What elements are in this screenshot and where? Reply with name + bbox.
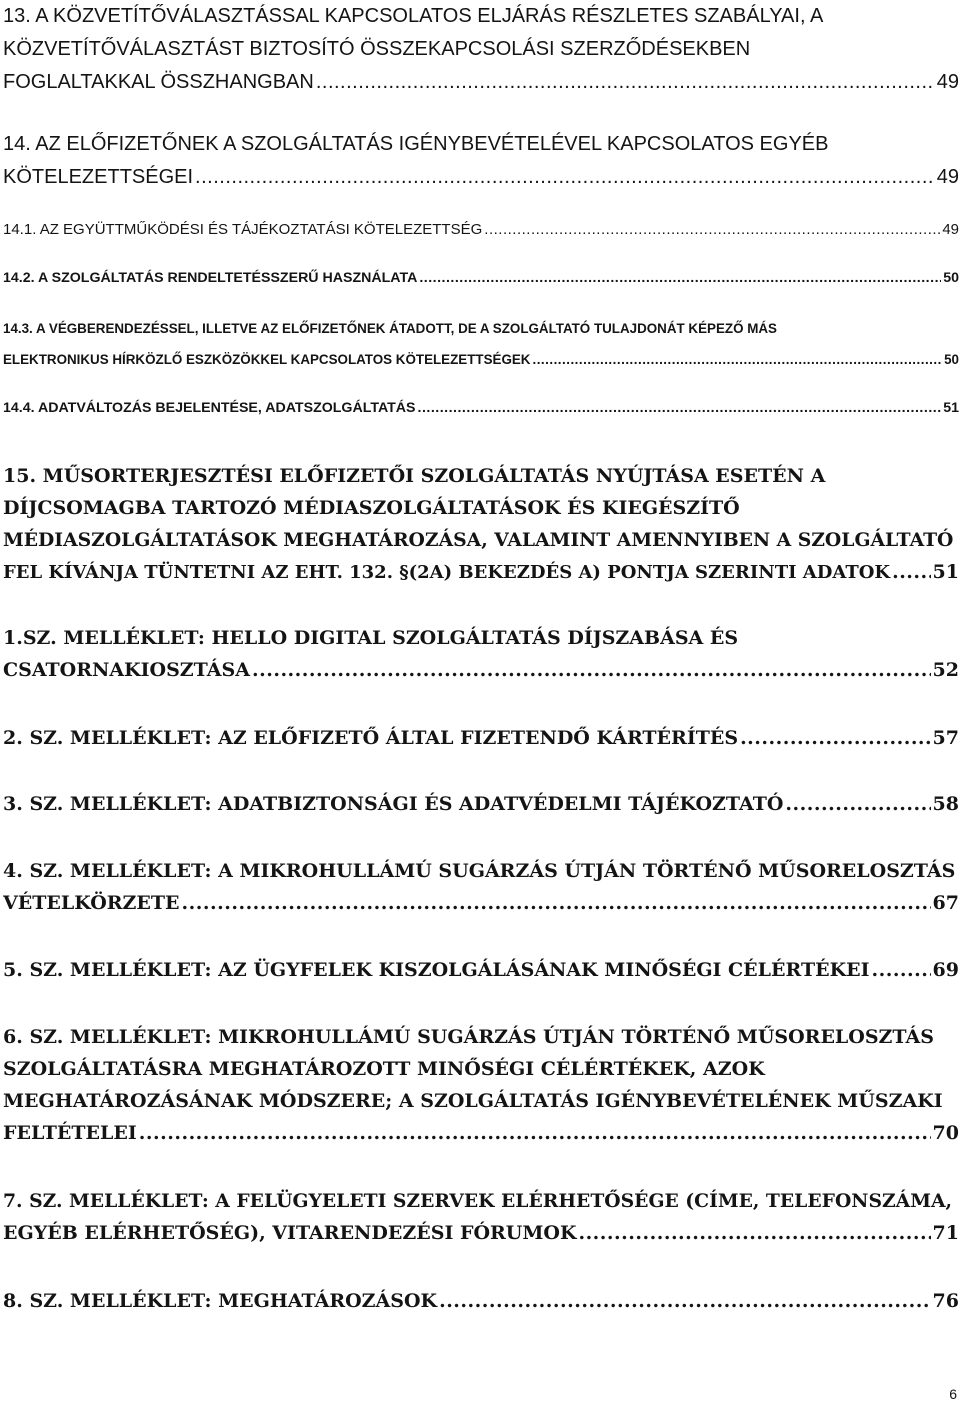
toc-entry-14[interactable] (3, 128, 959, 194)
toc-page-number: 49 (942, 221, 959, 238)
toc-leader-line (3, 788, 959, 820)
toc-page-number: 67 (932, 892, 959, 914)
dot-leader (871, 954, 930, 986)
dot-leader (182, 887, 931, 919)
toc-line: DÍJCSOMAGBA TARTOZÓ MÉDIASZOLGÁLTATÁSOK ÉS KIEGÉSZÍTŐ (3, 497, 740, 519)
toc-page-number: 70 (932, 1122, 959, 1144)
dot-leader (484, 214, 940, 246)
dot-leader (740, 722, 930, 754)
dot-leader (532, 344, 942, 375)
toc-leader-line (3, 556, 959, 589)
toc-entry-title: FEL KÍVÁNJA TÜNTETNI AZ EHT. 132. §(2A) BEKEZDÉS A) PONTJA SZERINTI ADATOK (3, 562, 891, 583)
dot-leader (195, 161, 935, 194)
toc-leader-line (3, 262, 959, 294)
toc-page-number: 51 (932, 561, 959, 583)
toc-entry-title: 5. SZ. MELLÉKLET: AZ ÜGYFELEK KISZOLGÁLÁSÁNAK MINŐSÉGI CÉLÉRTÉKEI (3, 959, 870, 981)
toc-entry-title: FOGLALTAKKAL ÖSSZHANGBAN (3, 71, 314, 93)
toc-page-number: 58 (932, 793, 959, 815)
dot-leader (892, 556, 930, 588)
toc-entry-annex-6[interactable] (3, 1021, 959, 1149)
page-number: 6 (949, 1386, 957, 1402)
toc-entry-title: CSATORNAKIOSZTÁSA (3, 659, 250, 681)
toc-leader-line (3, 161, 959, 194)
dot-leader (252, 654, 931, 686)
toc-entry-title: 3. SZ. MELLÉKLET: ADATBIZTONSÁGI ÉS ADATVÉDELMI TÁJÉKOZTATÓ (3, 793, 784, 815)
dot-leader (785, 788, 930, 820)
toc-entry-title: VÉTELKÖRZETE (3, 892, 180, 914)
toc-page-number: 50 (943, 270, 959, 286)
toc-page-number: 51 (943, 400, 959, 416)
dot-leader (139, 1117, 931, 1149)
toc-entry-annex-8[interactable] (3, 1285, 959, 1317)
dot-leader (419, 262, 941, 294)
toc-entry-title: KÖTELEZETTSÉGEI (3, 166, 194, 188)
toc-line: 14.3. A VÉGBERENDEZÉSSEL, ILLETVE AZ ELŐFIZETŐNEK ÁTADOTT, DE A SZOLGÁLTATÓ TULAJDONÁT KÉPEZŐ MÁS (3, 321, 777, 336)
toc-leader-line (3, 954, 959, 986)
toc-entry-title: EGYÉB ELÉRHETŐSÉG), VITARENDEZÉSI FÓRUMOK (3, 1222, 577, 1244)
toc-entry-14-3[interactable] (3, 313, 959, 375)
toc-page-number: 49 (936, 166, 959, 188)
toc-leader-line (3, 214, 959, 246)
toc-line: 6. SZ. MELLÉKLET: MIKROHULLÁMÚ SUGÁRZÁS ÚTJÁN TÖRTÉNŐ MŰSORELOSZTÁS (3, 1026, 934, 1048)
toc-entry-title: 14.4. ADATVÁLTOZÁS BEJELENTÉSE, ADATSZOLGÁLTATÁS (3, 400, 416, 416)
toc-page-number: 57 (932, 727, 959, 749)
dot-leader (418, 392, 942, 424)
toc-entry-annex-4[interactable] (3, 855, 959, 919)
toc-entry-title: ELEKTRONIKUS HÍRKÖZLŐ ESZKÖZÖKKEL KAPCSOLATOS KÖTELEZETTSÉGEK (3, 352, 531, 367)
toc-leader-line (3, 1217, 959, 1249)
toc-leader-line (3, 392, 959, 424)
toc-line: 1.SZ. MELLÉKLET: HELLO DIGITAL SZOLGÁLTATÁS DÍJSZABÁSA ÉS (3, 627, 739, 649)
toc-page-number: 71 (932, 1222, 959, 1244)
toc-page-number: 52 (932, 659, 959, 681)
toc-entry-annex-2[interactable] (3, 722, 959, 754)
toc-line: SZOLGÁLTATÁSRA MEGHATÁROZOTT MINŐSÉGI CÉLÉRTÉKEK, AZOK (3, 1058, 765, 1080)
toc-line: 13. A KÖZVETÍTŐVÁLASZTÁSSAL KAPCSOLATOS ELJÁRÁS RÉSZLETES SZABÁLYAI, A (3, 5, 824, 27)
toc-line: 15. MŰSORTERJESZTÉSI ELŐFIZETŐI SZOLGÁLTATÁS NYÚJTÁSA ESETÉN A (3, 465, 826, 487)
toc-leader-line (3, 887, 959, 919)
toc-line: MÉDIASZOLGÁLTATÁSOK MEGHATÁROZÁSA, VALAMINT AMENNYIBEN A SZOLGÁLTATÓ (3, 529, 954, 551)
toc-leader-line (3, 654, 959, 686)
toc-page-number: 50 (944, 352, 959, 367)
toc-leader-line (3, 1117, 959, 1149)
toc-page-number: 49 (936, 71, 959, 93)
toc-entry-14-2[interactable] (3, 262, 959, 294)
toc-page-number: 69 (932, 959, 959, 981)
toc-entry-15[interactable] (3, 460, 959, 589)
toc-line: 14. AZ ELŐFIZETŐNEK A SZOLGÁLTATÁS IGÉNYBEVÉTELÉVEL KAPCSOLATOS EGYÉB (3, 133, 829, 155)
toc-entry-14-1[interactable] (3, 214, 959, 246)
dot-leader (316, 66, 935, 99)
toc-page-number: 76 (932, 1290, 959, 1312)
dot-leader (439, 1285, 930, 1317)
toc-entry-annex-3[interactable] (3, 788, 959, 820)
toc-entry-title: 8. SZ. MELLÉKLET: MEGHATÁROZÁSOK (3, 1290, 438, 1312)
toc-entry-annex-5[interactable] (3, 954, 959, 986)
toc-entry-title: 14.1. AZ EGYÜTTMŰKÖDÉSI ÉS TÁJÉKOZTATÁSI KÖTELEZETTSÉG (3, 221, 483, 238)
toc-entry-annex-7[interactable] (3, 1185, 959, 1249)
toc-line: 4. SZ. MELLÉKLET: A MIKROHULLÁMÚ SUGÁRZÁS ÚTJÁN TÖRTÉNŐ MŰSORELOSZTÁS (3, 860, 956, 882)
toc-entry-title: 2. SZ. MELLÉKLET: AZ ELŐFIZETŐ ÁLTAL FIZETENDŐ KÁRTÉRÍTÉS (3, 727, 739, 749)
toc-entry-14-4[interactable] (3, 392, 959, 424)
toc-leader-line (3, 66, 959, 99)
toc-entry-13[interactable] (3, 0, 959, 99)
dot-leader (578, 1217, 930, 1249)
toc-entry-title: FELTÉTELEI (3, 1122, 137, 1144)
toc-entry-annex-1[interactable] (3, 622, 959, 686)
toc-leader-line (3, 722, 959, 754)
toc-line: MEGHATÁROZÁSÁNAK MÓDSZERE; A SZOLGÁLTATÁS IGÉNYBEVÉTELÉNEK MŰSZAKI (3, 1090, 943, 1112)
toc-line: KÖZVETÍTŐVÁLASZTÁST BIZTOSÍTÓ ÖSSZEKAPCSOLÁSI SZERZŐDÉSEKBEN (3, 38, 751, 60)
toc-line: 7. SZ. MELLÉKLET: A FELÜGYELETI SZERVEK ELÉRHETŐSÉGE (CÍME, TELEFONSZÁMA, (3, 1190, 953, 1212)
toc-entry-title: 14.2. A SZOLGÁLTATÁS RENDELTETÉSSZERŰ HASZNÁLATA (3, 270, 418, 286)
toc-leader-line (3, 1285, 959, 1317)
toc-leader-line (3, 344, 959, 375)
